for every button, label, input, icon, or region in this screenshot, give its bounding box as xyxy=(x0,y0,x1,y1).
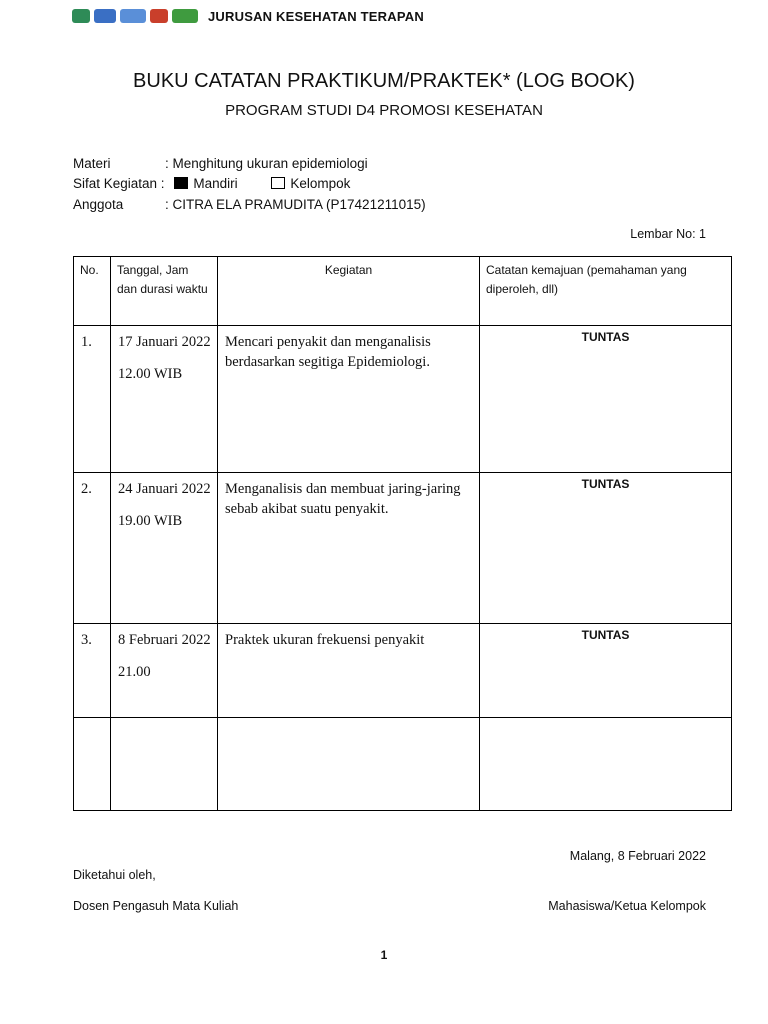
row-status: TUNTAS xyxy=(480,326,732,473)
materi-line xyxy=(73,156,368,171)
document-subtitle: PROGRAM STUDI D4 PROMOSI KESEHATAN xyxy=(225,102,543,119)
header-no: No. xyxy=(74,257,111,326)
header-progress: Catatan kemajuan (pemahaman yang diperoleh, dll) xyxy=(480,257,732,326)
row-activity: Menganalisis dan membuat jaring-jaring sebab akibat suatu penyakit. xyxy=(218,473,480,624)
header-date: Tanggal, Jam dan durasi waktu xyxy=(111,257,218,326)
institution-name: JURUSAN KESEHATAN TERAPAN xyxy=(208,8,424,24)
row-no: 3. xyxy=(74,624,111,718)
table-header-row xyxy=(74,257,732,326)
kelompok-label: Kelompok xyxy=(290,176,351,191)
student-label: Mahasiswa/Ketua Kelompok xyxy=(548,899,706,913)
kelompok-checkbox[interactable] xyxy=(271,177,285,189)
row-activity xyxy=(218,718,480,811)
row-status: TUNTAS xyxy=(480,624,732,718)
anggota-value: : CITRA ELA PRAMUDITA (P17421211015) xyxy=(165,197,426,212)
row-date xyxy=(111,718,218,811)
header-activity: Kegiatan xyxy=(218,257,480,326)
row-no xyxy=(74,718,111,811)
sheet-number: Lembar No: 1 xyxy=(630,227,706,241)
germas-logo-icon xyxy=(94,9,116,23)
row-date: 17 Januari 2022 12.00 WIB xyxy=(111,326,218,473)
ministry-logo-icon xyxy=(72,9,90,23)
table-row xyxy=(74,326,732,473)
sifat-line xyxy=(73,176,350,191)
table-row xyxy=(74,473,732,624)
mandiri-checkbox[interactable] xyxy=(174,177,188,189)
table-row-empty xyxy=(74,718,732,811)
place-date: Malang, 8 Februari 2022 xyxy=(569,849,706,863)
campus-logo-icon xyxy=(172,9,198,23)
polytechnic-logo-icon xyxy=(150,9,168,23)
row-status xyxy=(480,718,732,811)
sifat-label: Sifat Kegiatan : xyxy=(73,176,165,191)
anggota-line xyxy=(73,197,426,212)
header-bar xyxy=(72,6,424,26)
anggota-label: Anggota xyxy=(73,197,124,212)
mandiri-label: Mandiri xyxy=(193,176,238,191)
row-no: 1. xyxy=(74,326,111,473)
document-title: BUKU CATATAN PRAKTIKUM/PRAKTEK* (LOG BOOK) xyxy=(133,70,635,92)
row-date: 24 Januari 2022 19.00 WIB xyxy=(111,473,218,624)
lecturer-label: Dosen Pengasuh Mata Kuliah xyxy=(73,899,239,913)
table-row xyxy=(74,624,732,718)
materi-label: Materi xyxy=(73,156,111,171)
row-activity: Mencari penyakit dan menganalisis berdasarkan segitiga Epidemiologi. xyxy=(218,326,480,473)
row-activity: Praktek ukuran frekuensi penyakit xyxy=(218,624,480,718)
row-no: 2. xyxy=(74,473,111,624)
page-number: 1 xyxy=(380,948,388,962)
row-status: TUNTAS xyxy=(480,473,732,624)
row-date: 8 Februari 2022 21.00 xyxy=(111,624,218,718)
log-table xyxy=(73,256,732,811)
known-by: Diketahui oleh, xyxy=(73,868,156,882)
materi-value: : Menghitung ukuran epidemiologi xyxy=(165,156,368,171)
blu-logo-icon xyxy=(120,9,146,23)
